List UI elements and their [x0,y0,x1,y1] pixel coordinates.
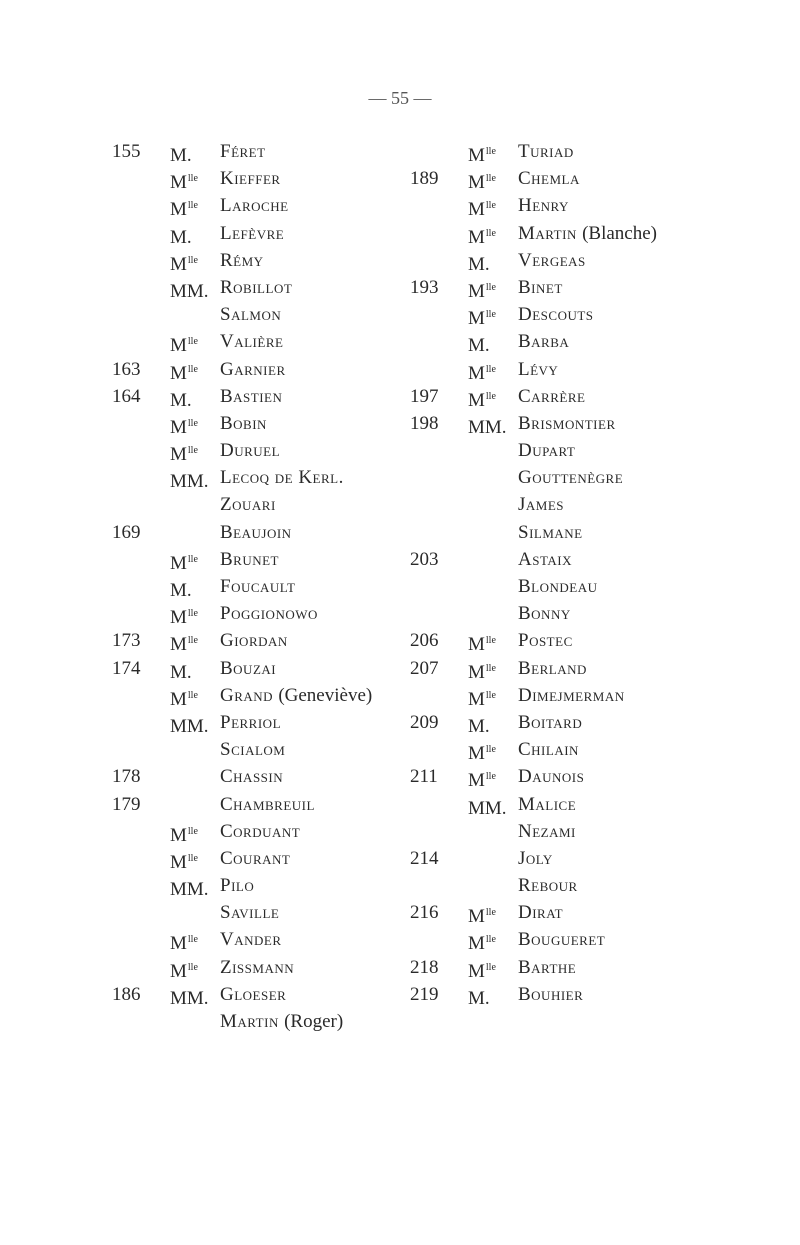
surname [220,954,294,981]
surname [518,464,623,491]
honorific-text: M [170,253,187,275]
surname-text: Chambreuil [220,793,315,815]
surname [220,491,276,518]
honorific-superscript: lle [485,961,496,973]
honorific-superscript: lle [187,173,198,185]
honorific-superscript: lle [187,825,198,837]
honorific-superscript: lle [485,907,496,919]
surname [220,247,264,274]
surname-text: Dirat [518,902,564,924]
honorific-superscript: lle [485,934,496,946]
honorific-text: M. [170,389,192,411]
entry-number: 189 [410,168,439,190]
honorific-text: M [170,362,187,384]
surname-text: Postec [518,630,573,652]
honorific-text: MM. [170,715,209,737]
surname-text: Astaix [518,548,572,570]
honorific-superscript: lle [187,336,198,348]
entry-number: 178 [112,766,141,788]
entry-number: 211 [410,766,438,788]
surname [518,818,576,845]
entry-number: 206 [410,630,439,652]
page-number: — 55 — [368,88,432,108]
honorific [468,410,508,441]
honorific-text: M [170,416,187,438]
honorific-text: M [468,634,485,656]
honorific [170,1008,171,1039]
surname [220,763,283,790]
surname-text: Bastien [220,385,283,407]
entry-number: 214 [410,847,439,869]
honorific-text: M [468,960,485,982]
given-name: (Blanche) [582,222,657,244]
honorific [170,872,210,903]
surname-text: Saville [220,902,280,924]
surname [518,627,573,654]
surname-text: Zouari [220,494,276,516]
honorific-text: M [170,851,187,873]
surname [518,981,583,1008]
surname [220,383,282,410]
surname [220,328,283,355]
surname [518,274,563,301]
honorific-text: M [468,906,485,928]
surname [518,736,579,763]
honorific-text: MM. [170,471,209,493]
honorific-text: M [170,199,187,221]
honorific-text: M. [170,145,192,166]
surname-text: Foucault [220,576,296,597]
surname-text: Brismontier [518,412,616,434]
surname [220,845,290,872]
honorific-superscript: lle [485,281,496,293]
surname-text: Kieffer [220,168,281,190]
surname-text: Daunois [518,766,585,788]
honorific-superscript: lle [485,309,496,321]
honorific-text: M [170,960,187,982]
surname-text: Malice [518,793,577,815]
surname [518,791,576,818]
surname-text: Dupart [518,440,576,462]
surname-text: Binet [518,276,563,298]
surname-text: Rémy [220,249,264,271]
surname [518,682,625,709]
honorific-text: M [468,145,485,166]
entry-number: 198 [410,412,439,434]
surname [518,247,586,274]
honorific-text: M [170,444,187,466]
surname [518,845,553,872]
honorific-text: M. [468,715,490,737]
surname [220,627,288,654]
surname-text: Blondeau [518,576,598,597]
surname-text: Silmane [518,521,583,543]
surname [518,410,616,437]
surname [518,600,571,627]
surname-text: Nezami [518,820,576,842]
given-name: (Geneviève) [278,684,373,706]
honorific-superscript: lle [187,553,198,565]
surname [220,981,286,1008]
surname [518,383,585,410]
honorific-superscript: lle [485,635,496,647]
honorific-superscript: lle [485,363,496,375]
surname [220,791,315,818]
surname [518,437,575,464]
honorific-superscript: lle [187,934,198,946]
surname-text: Barthe [518,956,577,978]
honorific [468,791,508,822]
surname-text: Gloeser [220,983,287,1005]
surname [220,356,286,383]
surname-text: Garnier [220,358,286,380]
honorific-text: M [468,199,485,221]
honorific-text: M [170,933,187,955]
entry-number: 173 [112,630,141,652]
surname [518,519,583,546]
surname-text: Turiad [518,141,574,162]
surname [220,1008,343,1035]
honorific-superscript: lle [187,608,198,620]
surname [518,954,576,981]
surname [220,709,281,736]
surname-text: James [518,494,565,516]
honorific-superscript: lle [485,146,496,157]
honorific-text: M [468,933,485,955]
entry-number: 203 [410,548,439,570]
honorific-superscript: lle [485,390,496,402]
surname-text: Pilo [220,875,255,897]
surname [220,872,254,899]
surname [220,682,372,709]
entry-number: 186 [112,983,141,1005]
surname-text: Descouts [518,304,594,326]
honorific-superscript: lle [485,173,496,185]
entry-number: 163 [112,358,141,380]
entry-number: 197 [410,385,439,407]
honorific-text: MM. [170,879,209,901]
honorific-text: M [468,226,485,248]
honorific-text: M [170,335,187,357]
entry-number: 218 [410,956,439,978]
surname [518,165,580,192]
honorific-text: M [170,607,187,629]
surname [518,763,584,790]
surname [220,926,282,953]
honorific-text: M [170,634,187,656]
honorific [170,709,210,740]
honorific-text: MM. [170,987,209,1009]
honorific-text: M [468,308,485,330]
surname [518,138,574,165]
honorific-superscript: lle [485,744,496,756]
entry-number: 219 [410,983,439,1005]
honorific-superscript: lle [485,227,496,239]
surname-text: Chilain [518,739,579,761]
surname-text: Salmon [220,304,282,326]
entry-number: 209 [410,711,439,733]
entry-number: 155 [112,141,141,162]
honorific-text: M [468,172,485,194]
surname-text: Corduant [220,820,301,842]
honorific-text: M [468,743,485,765]
honorific-text: M [468,770,485,792]
honorific-text: M [468,389,485,411]
surname [518,192,569,219]
surname-text: Beaujoin [220,521,292,543]
honorific-text: M [170,688,187,710]
surname-text: Martin [220,1011,279,1032]
honorific [170,981,210,1012]
surname [518,655,587,682]
surname [220,899,279,926]
honorific-text: MM. [468,797,507,819]
surname-text: Duruel [220,440,281,462]
surname-text: Henry [518,195,569,217]
honorific-superscript: lle [187,200,198,212]
surname [220,165,281,192]
surname-text: Bouzai [220,657,277,679]
surname [518,301,594,328]
surname-text: Giordan [220,630,288,652]
surname [220,736,285,763]
surname [220,818,300,845]
honorific-text: M [468,362,485,384]
surname-text: Brunet [220,548,280,570]
surname-text: Berland [518,657,587,679]
honorific-text: M [170,172,187,194]
surname-text: Grand [220,684,274,706]
honorific-superscript: lle [485,771,496,783]
honorific-text: M [170,552,187,574]
surname [220,220,284,247]
surname-text: Laroche [220,195,289,217]
honorific-superscript: lle [187,961,198,973]
honorific [170,464,210,495]
honorific-text: M. [468,253,490,275]
surname-text: Carrère [518,385,586,407]
surname-text: Lévy [518,358,559,380]
surname [220,274,292,301]
surname [220,192,289,219]
honorific-text: MM. [468,416,507,438]
surname [220,301,281,328]
honorific-superscript: lle [187,445,198,457]
surname-text: Valière [220,331,284,353]
honorific-superscript: lle [485,689,496,701]
entry-number: 216 [410,902,439,924]
surname [220,138,266,165]
honorific-text: M [468,688,485,710]
surname-text: Poggionowo [220,603,318,625]
surname [220,655,276,682]
entry-number: 164 [112,385,141,407]
surname [518,220,657,247]
honorific-text: M. [170,580,192,601]
surname-text: Barba [518,331,570,353]
surname-text: Chemla [518,168,580,190]
honorific-superscript: lle [187,417,198,429]
honorific-superscript: lle [187,363,198,375]
surname-text: Féret [220,141,266,162]
given-name: (Roger) [284,1011,344,1032]
surname-text: Bonny [518,603,571,625]
surname [220,464,344,491]
honorific-text: M [468,661,485,683]
honorific-superscript: lle [187,254,198,266]
honorific [468,981,491,1012]
surname [518,573,598,600]
honorific-text: M. [468,987,490,1009]
surname-text: Vergeas [518,249,586,271]
surname [220,519,292,546]
honorific-superscript: lle [187,635,198,647]
surname [220,410,267,437]
surname-text: Joly [518,847,553,869]
surname-text: Lecoq de Kerl. [220,467,344,489]
surname-text: Martin [518,222,577,244]
honorific-superscript: lle [187,852,198,864]
surname-text: Boitard [518,711,583,733]
surname [220,437,280,464]
honorific-superscript: lle [485,200,496,212]
honorific-superscript: lle [187,689,198,701]
surname-text: Zissmann [220,956,295,978]
surname-text: Lefèvre [220,222,285,244]
honorific-superscript: lle [485,662,496,674]
surname-text: Bougueret [518,929,606,951]
surname-text: Rebour [518,875,578,897]
surname [518,872,578,899]
surname-text: Scialom [220,739,286,761]
surname-text: Vander [220,929,282,951]
honorific-text: M [468,280,485,302]
surname [220,600,318,627]
honorific-text: M. [468,335,490,357]
surname-text: Robillot [220,276,293,298]
surname [518,491,564,518]
surname-text: Bobin [220,412,267,434]
surname [518,899,563,926]
entry-number: 207 [410,657,439,679]
honorific [170,274,210,305]
entry-number: 193 [410,276,439,298]
surname-text: Chassin [220,766,284,788]
surname [518,709,582,736]
honorific-text: M. [170,661,192,683]
honorific-text: M. [170,226,192,248]
surname-text: Gouttenègre [518,467,624,489]
surname [518,356,558,383]
surname-text: Dimejmerman [518,684,625,706]
surname-text: Courant [220,847,291,869]
surname [518,328,569,355]
surname [220,573,295,600]
surname [518,546,572,573]
surname [220,546,279,573]
surname-text: Perriol [220,711,282,733]
surname-text: Bouhier [518,983,584,1005]
entry-number: 169 [112,521,141,543]
entry-number: 179 [112,793,141,815]
honorific-text: MM. [170,280,209,302]
honorific-text: M [170,824,187,846]
entry-number: 174 [112,657,141,679]
surname [518,926,605,953]
